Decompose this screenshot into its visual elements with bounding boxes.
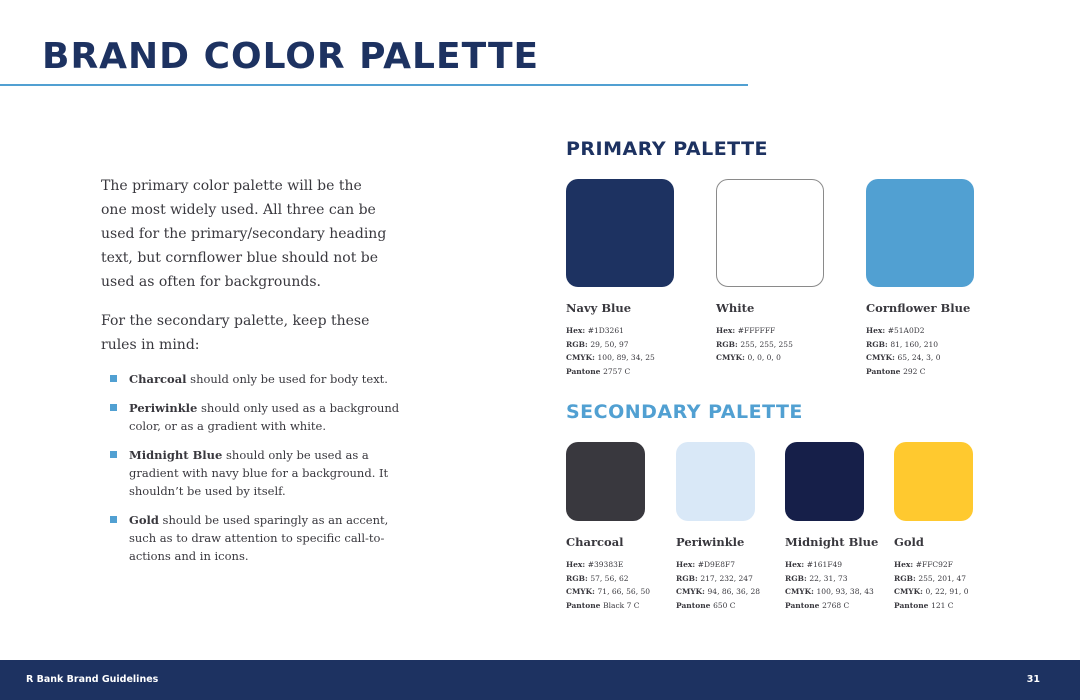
rule-text: should be used sparingly as an accent, such as to draw attention to specific call-to-actions and in icons. [129, 513, 389, 563]
pantone-value-label: Pantone [894, 600, 932, 610]
color-swatch [566, 442, 645, 521]
rgb-value: 255, 255, 255 [740, 339, 793, 349]
cmyk-value: 100, 89, 34, 25 [597, 353, 655, 362]
rule-item [110, 399, 410, 435]
hex-value-row [785, 558, 878, 572]
rgb-value-label: RGB: [785, 573, 810, 583]
hex-value: #51A0D2 [887, 326, 925, 335]
hex-value-row [676, 558, 760, 572]
pantone-value-row [894, 599, 973, 613]
page-number: 31 [1026, 674, 1040, 685]
square-bullet-icon [110, 451, 117, 458]
color-card-navy-blue [566, 179, 674, 378]
hex-value: #FFC92F [915, 560, 953, 569]
pantone-value-label: Pantone [866, 366, 904, 376]
cmyk-value-row [866, 351, 974, 365]
hex-value-row [566, 558, 650, 572]
square-bullet-icon [110, 516, 117, 523]
cmyk-value: 94, 86, 36, 28 [707, 587, 761, 596]
color-swatch [566, 179, 674, 287]
hex-value-label: Hex: [866, 326, 888, 335]
color-card-cornflower-blue [866, 179, 974, 378]
pantone-value: 292 C [903, 366, 926, 376]
rule-item [110, 511, 410, 565]
color-swatch [716, 179, 824, 287]
cmyk-value: 0, 0, 0, 0 [747, 353, 781, 362]
hex-value-label: Hex: [785, 560, 807, 569]
color-specs [716, 324, 824, 365]
cmyk-value-label: CMYK: [676, 587, 708, 596]
square-bullet-icon [110, 375, 117, 382]
color-specs [566, 558, 650, 612]
rgb-value-row [566, 572, 650, 586]
rgb-value-label: RGB: [566, 339, 591, 349]
cmyk-value-label: CMYK: [785, 587, 817, 596]
hex-value-row [716, 324, 824, 338]
intro-paragraph: The primary color palette will be the one most widely used. All three can be used for the primary/secondary heading text, but cornflower blue should not be used as often for backgrounds. [101, 178, 387, 290]
rgb-value-label: RGB: [716, 339, 741, 349]
color-name: Navy Blue [566, 301, 632, 315]
cmyk-value-label: CMYK: [716, 353, 748, 362]
pantone-value-row [566, 599, 650, 613]
cmyk-value-row [676, 585, 760, 599]
rule-color-name: Charcoal [129, 372, 187, 386]
cmyk-value: 0, 22, 91, 0 [925, 587, 969, 596]
rule-color-name: Periwinkle [129, 401, 198, 415]
rgb-value-label: RGB: [676, 573, 701, 583]
color-specs [866, 324, 974, 378]
cmyk-value-label: CMYK: [566, 353, 598, 362]
rgb-value-row [566, 338, 674, 352]
color-swatch [894, 442, 973, 521]
rule-item [110, 370, 410, 388]
color-name: Charcoal [566, 535, 624, 549]
pantone-value-row [785, 599, 878, 613]
rgb-value-row [866, 338, 974, 352]
color-card-midnight-blue [785, 442, 878, 612]
cmyk-value-row [785, 585, 878, 599]
hex-value-row [566, 324, 674, 338]
color-swatch [785, 442, 864, 521]
hex-value: #FFFFFF [737, 326, 776, 335]
color-card-white [716, 179, 824, 365]
primary-palette-heading: PRIMARY PALETTE [566, 138, 769, 160]
rgb-value-label: RGB: [894, 573, 919, 583]
color-name: Cornflower Blue [866, 301, 971, 315]
rule-text: should only be used for body text. [186, 372, 388, 386]
rule-text: should only used as a background color, or as a gradient with white. [129, 401, 400, 433]
color-name: White [716, 301, 755, 315]
rgb-value-row [894, 572, 973, 586]
cmyk-value-label: CMYK: [866, 353, 898, 362]
footer-bar [0, 660, 1080, 700]
hex-value: #D9E8F7 [697, 560, 736, 569]
rgb-value: 81, 160, 210 [890, 339, 939, 349]
secondary-palette-heading: SECONDARY PALETTE [566, 401, 803, 423]
pantone-value: 2768 C [822, 600, 850, 610]
color-name: Midnight Blue [785, 535, 879, 549]
pantone-value: 121 C [931, 600, 954, 610]
color-card-charcoal [566, 442, 650, 612]
pantone-value-row [566, 365, 674, 379]
hex-value: #39383E [587, 560, 624, 569]
rgb-value: 255, 201, 47 [918, 573, 967, 583]
pantone-value: Black 7 C [603, 600, 640, 610]
rgb-value: 57, 56, 62 [590, 573, 629, 583]
cmyk-value: 100, 93, 38, 43 [816, 587, 874, 596]
hex-value: #1D3261 [587, 326, 624, 335]
color-specs [894, 558, 973, 612]
rgb-value: 22, 31, 73 [809, 573, 848, 583]
cmyk-value: 65, 24, 3, 0 [897, 353, 941, 362]
pantone-value-row [866, 365, 974, 379]
rgb-value-row [676, 572, 760, 586]
title-divider [0, 84, 748, 86]
hex-value: #161F49 [806, 560, 843, 569]
color-name: Gold [894, 535, 924, 549]
rule-item [110, 446, 410, 500]
rgb-value: 217, 232, 247 [700, 573, 753, 583]
rule-color-name: Gold [129, 513, 159, 527]
pantone-value-label: Pantone [566, 366, 604, 376]
rgb-value-row [785, 572, 878, 586]
pantone-value: 2757 C [603, 366, 631, 376]
color-specs [676, 558, 760, 612]
cmyk-value-row [894, 585, 973, 599]
rgb-value: 29, 50, 97 [590, 339, 629, 349]
color-specs [566, 324, 674, 378]
footer-document-title: R Bank Brand Guidelines [26, 674, 159, 685]
square-bullet-icon [110, 404, 117, 411]
hex-value-label: Hex: [894, 560, 916, 569]
cmyk-value-label: CMYK: [566, 587, 598, 596]
color-name: Periwinkle [676, 535, 745, 549]
hex-value-row [894, 558, 973, 572]
cmyk-value-row [716, 351, 824, 365]
rule-color-name: Midnight Blue [129, 448, 223, 462]
hex-value-label: Hex: [566, 560, 588, 569]
hex-value-label: Hex: [676, 560, 698, 569]
cmyk-value-row [566, 585, 650, 599]
secondary-intro-paragraph: For the secondary palette, keep these rules in mind: [101, 313, 370, 353]
cmyk-value-label: CMYK: [894, 587, 926, 596]
rule-text: should only be used as a gradient with navy blue for a background. It shouldn’t be used by itself. [129, 448, 389, 498]
color-swatch [676, 442, 755, 521]
color-card-gold [894, 442, 973, 612]
color-specs [785, 558, 878, 612]
hex-value-label: Hex: [566, 326, 588, 335]
color-card-periwinkle [676, 442, 760, 612]
secondary-rules-list [110, 370, 410, 576]
cmyk-value: 71, 66, 56, 50 [597, 587, 651, 596]
page-title: BRAND COLOR PALETTE [42, 36, 540, 77]
pantone-value: 650 C [713, 600, 736, 610]
rgb-value-row [716, 338, 824, 352]
pantone-value-label: Pantone [566, 600, 604, 610]
rgb-value-label: RGB: [866, 339, 891, 349]
color-swatch [866, 179, 974, 287]
rgb-value-label: RGB: [566, 573, 591, 583]
cmyk-value-row [566, 351, 674, 365]
hex-value-row [866, 324, 974, 338]
pantone-value-row [676, 599, 760, 613]
pantone-value-label: Pantone [785, 600, 823, 610]
pantone-value-label: Pantone [676, 600, 714, 610]
hex-value-label: Hex: [716, 326, 738, 335]
